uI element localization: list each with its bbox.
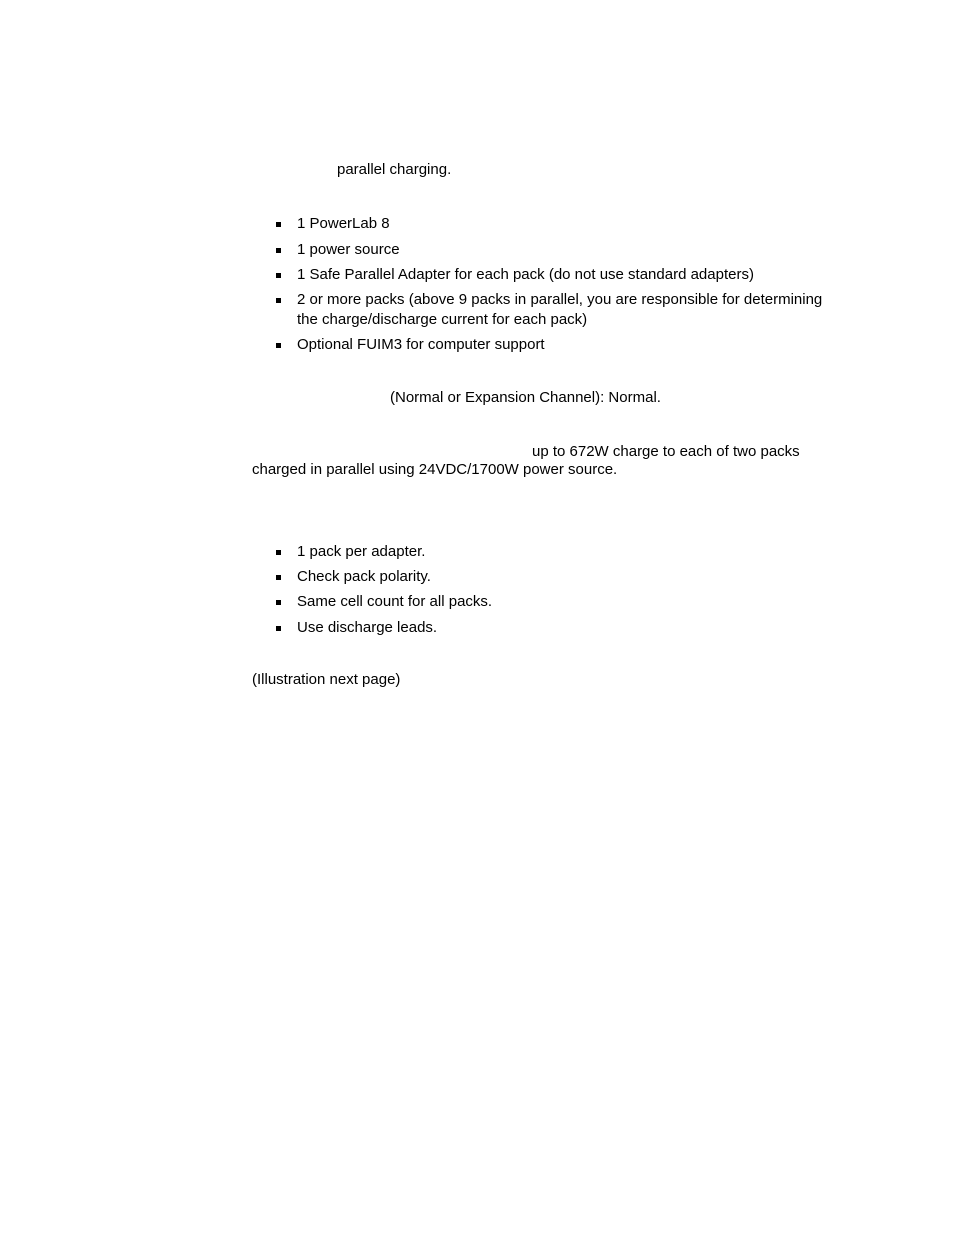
illustration-note: (Illustration next page) (252, 671, 401, 688)
power-text-line2: charged in parallel using 24VDC/1700W power source. (252, 461, 618, 478)
list-item: 1 power source (276, 240, 822, 260)
square-bullet-icon (276, 550, 281, 555)
list-item: Same cell count for all packs. (276, 592, 492, 612)
list-item: 1 PowerLab 8 (276, 214, 822, 234)
list-item: Check pack polarity. (276, 567, 492, 587)
square-bullet-icon (276, 343, 281, 348)
channel-mode-text: (Normal or Expansion Channel): Normal. (390, 389, 661, 406)
intro-fragment: parallel charging. (337, 161, 452, 178)
square-bullet-icon (276, 600, 281, 605)
list-item: 1 pack per adapter. (276, 542, 492, 562)
rules-list (276, 542, 492, 638)
list-item: Optional FUIM3 for computer support (276, 335, 822, 355)
square-bullet-icon (276, 222, 281, 227)
requirements-list (276, 214, 822, 355)
power-text-line1: up to 672W charge to each of two packs (532, 443, 800, 460)
list-item: 1 Safe Parallel Adapter for each pack (do not use standard adapters) (276, 265, 822, 285)
square-bullet-icon (276, 626, 281, 631)
square-bullet-icon (276, 248, 281, 253)
square-bullet-icon (276, 298, 281, 303)
list-item: Use discharge leads. (276, 618, 492, 638)
square-bullet-icon (276, 575, 281, 580)
square-bullet-icon (276, 273, 281, 278)
list-item: 2 or more packs (above 9 packs in parallel, you are responsible for determining the charge/discharge current for each pack) (276, 290, 822, 330)
